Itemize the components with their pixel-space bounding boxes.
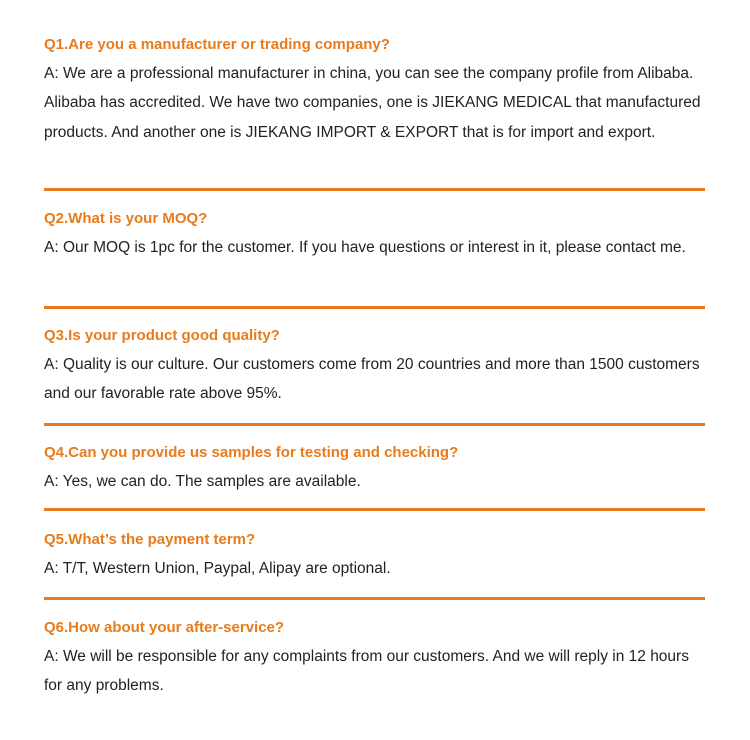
faq-divider — [44, 597, 705, 600]
faq-question: Q5.What’s the payment term? — [44, 531, 256, 548]
faq-answer: A: Quality is our culture. Our customers come from 20 countries and more than 1500 customers and our favorable rate above 95%. — [44, 356, 700, 403]
faq-question: Q4.Can you provide us samples for testing and checking? — [44, 444, 459, 461]
faq-item-1 — [44, 30, 706, 147]
faq-answer: A: We will be responsible for any complaints from our customers. And we will reply in 12 hours for any problems. — [44, 648, 689, 695]
faq-divider — [44, 508, 705, 511]
faq-divider — [44, 188, 705, 191]
faq-answer: A: T/T, Western Union, Paypal, Alipay are optional. — [44, 560, 391, 577]
faq-question: Q6.How about your after-service? — [44, 619, 285, 636]
faq-divider — [44, 306, 705, 309]
faq-answer: A: We are a professional manufacturer in china, you can see the company profile from Alibaba. Alibaba has accredited. We have two companies, one is JIEKANG MEDICAL that manufactured products. And another one is JIEKANG IMPORT & EXPORT that is for import and export. — [44, 65, 701, 141]
faq-item-4 — [44, 438, 706, 496]
faq-item-2 — [44, 204, 706, 262]
faq-divider — [44, 423, 705, 426]
faq-question: Q1.Are you a manufacturer or trading company? — [44, 36, 390, 53]
faq-item-6 — [44, 613, 706, 701]
faq-item-3 — [44, 321, 706, 409]
faq-answer: A: Our MOQ is 1pc for the customer. If you have questions or interest in it, please contact me. — [44, 239, 686, 256]
faq-question: Q2.What is your MOQ? — [44, 210, 208, 227]
faq-answer: A: Yes, we can do. The samples are available. — [44, 473, 361, 490]
faq-item-5 — [44, 525, 706, 583]
faq-question: Q3.Is your product good quality? — [44, 327, 280, 344]
